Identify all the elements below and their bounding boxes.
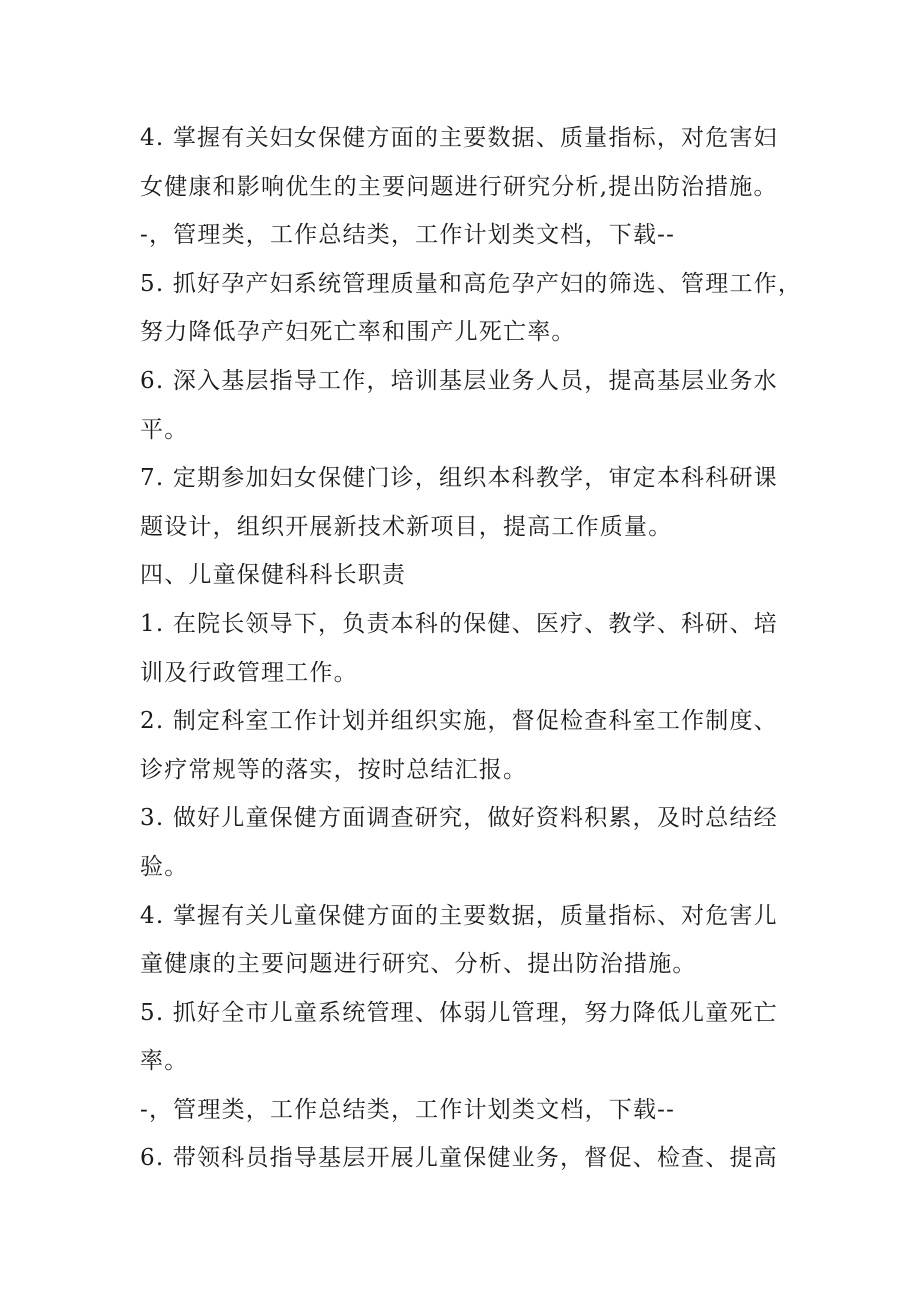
text-line-15: 3. 做好儿童保健方面调查研究，做好资料积累，及时总结经 bbox=[140, 805, 778, 832]
document-body bbox=[140, 114, 803, 1183]
text-line-05: 努力降低孕产妇死亡率和围产儿死亡率。 bbox=[140, 319, 576, 346]
text-line-14: 诊疗常规等的落实，按时总结汇报。 bbox=[140, 756, 528, 783]
text-line-13: 2. 制定科室工作计划并组织实施，督促检查科室工作制度、 bbox=[140, 708, 778, 735]
text-line-08: 7. 定期参加妇女保健门诊，组织本科教学，审定本科科研课 bbox=[140, 465, 778, 492]
text-line-22: 6. 带领科员指导基层开展儿童保健业务，督促、检查、提高 bbox=[140, 1145, 778, 1172]
text-line-17: 4. 掌握有关儿童保健方面的主要数据，质量指标、对危害儿 bbox=[140, 902, 778, 929]
text-line-07: 平。 bbox=[140, 416, 189, 443]
text-line-12: 训及行政管理工作。 bbox=[140, 659, 358, 686]
text-line-19: 5. 抓好全市儿童系统管理、体弱儿管理，努力降低儿童死亡 bbox=[140, 999, 778, 1026]
text-line-09: 题设计，组织开展新技术新项目，提高工作质量。 bbox=[140, 513, 673, 540]
text-line-03: -，管理类，工作总结类，工作计划类文档，下载-- bbox=[140, 222, 676, 249]
text-line-02: 女健康和影响优生的主要问题进行研究分析,提出防治措施。 bbox=[140, 173, 778, 200]
text-line-16: 验。 bbox=[140, 853, 189, 880]
text-line-18: 童健康的主要问题进行研究、分析、提出防治措施。 bbox=[140, 951, 697, 978]
section-heading: 四、儿童保健科科长职责 bbox=[140, 562, 407, 589]
text-line-11: 1. 在院长领导下，负责本科的保健、医疗、教学、科研、培 bbox=[140, 610, 778, 637]
text-line-20: 率。 bbox=[140, 1048, 189, 1075]
text-line-04: 5. 抓好孕产妇系统管理质量和高危孕产妇的筛选、管理工作， bbox=[140, 270, 803, 297]
text-line-06: 6. 深入基层指导工作，培训基层业务人员，提高基层业务水 bbox=[140, 367, 778, 394]
text-line-21: -，管理类，工作总结类，工作计划类文档，下载-- bbox=[140, 1096, 676, 1123]
text-line-01: 4. 掌握有关妇女保健方面的主要数据、质量指标，对危害妇 bbox=[140, 125, 778, 151]
